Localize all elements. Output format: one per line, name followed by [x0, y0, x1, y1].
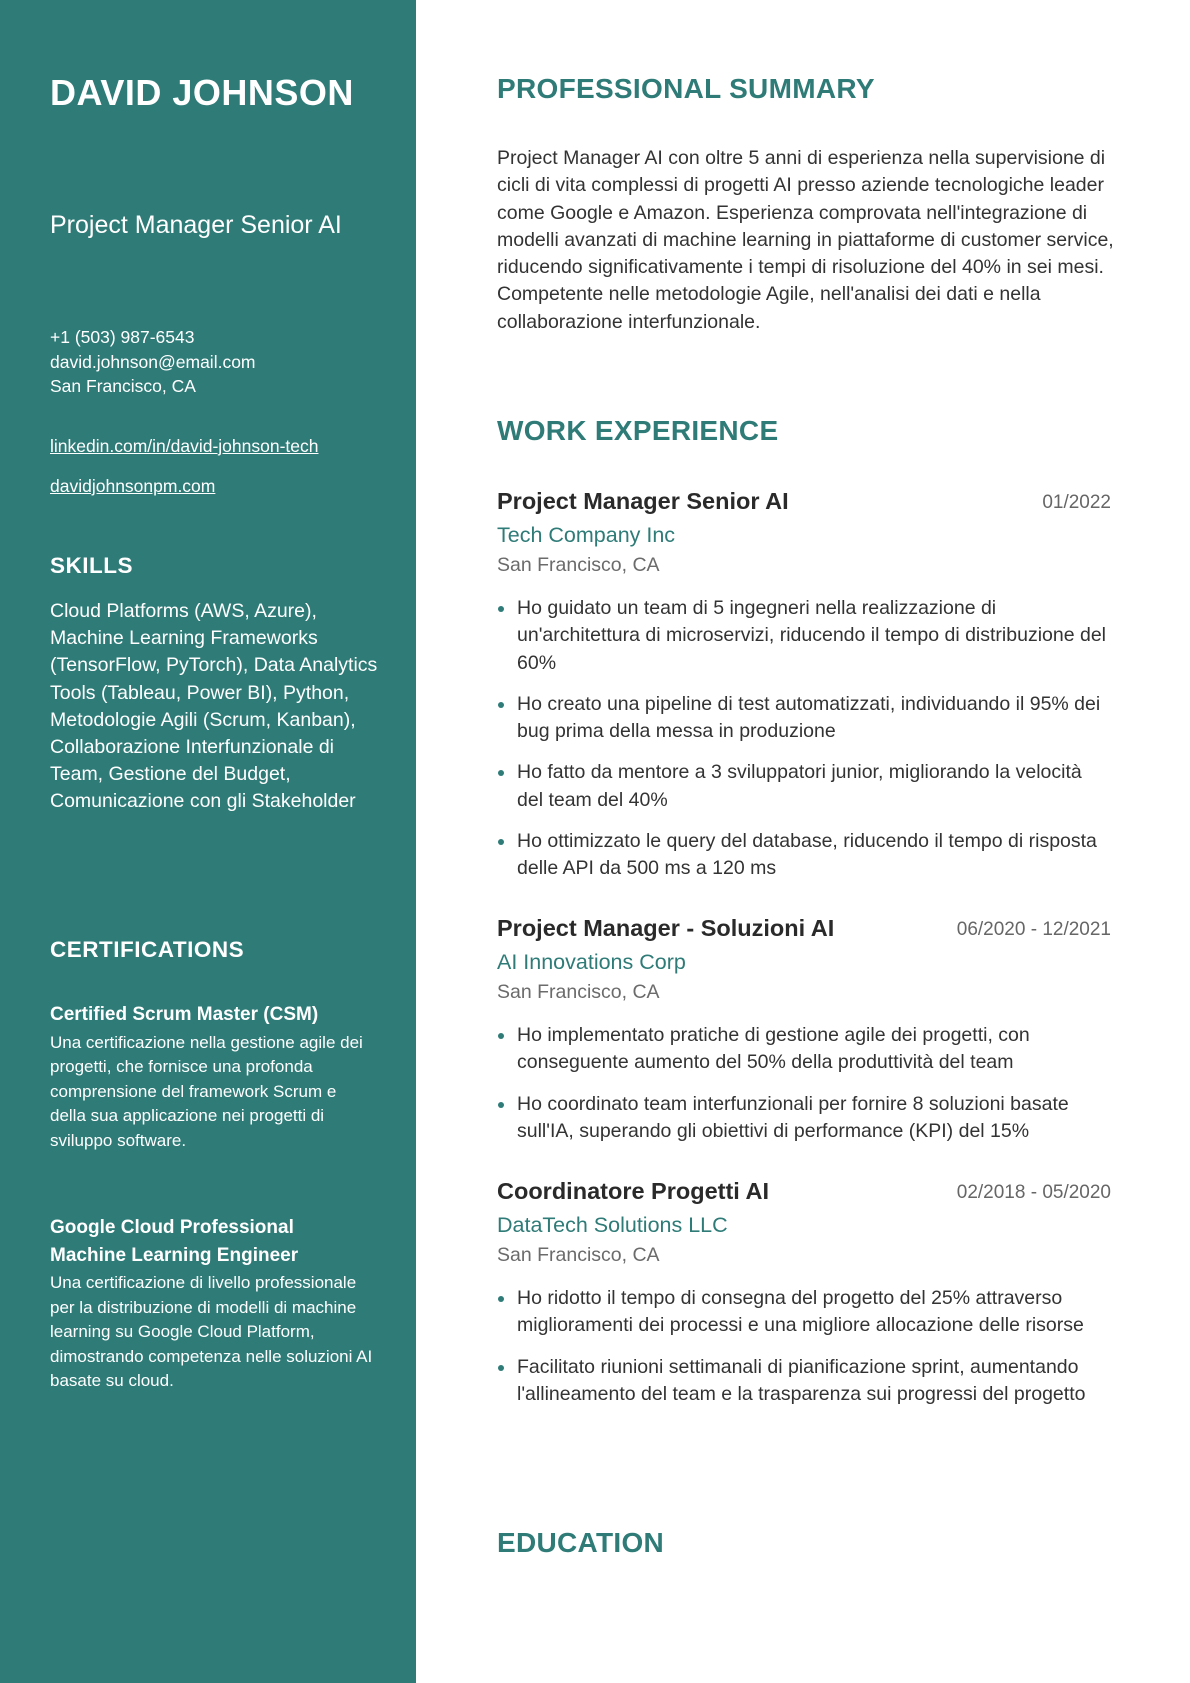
list-item	[497, 1285, 1111, 1340]
list-item	[497, 1354, 1111, 1409]
list-item	[497, 691, 1111, 746]
skills-list: Cloud Platforms (AWS, Azure), Machine Learning Frameworks (TensorFlow, PyTorch), Data Analytics Tools (Tableau, Power BI), Python, Metodologie Agili (Scrum, Kanban), Collaborazione Interfunzionale di Team, Gestione del Budget, Comunicazione con gli Stakeholder	[50, 600, 378, 813]
summary-text: Project Manager AI con oltre 5 anni di esperienza nella supervisione di cicli di vita complessi di progetti AI presso aziende tecnologiche leader come Google e Amazon. Esperienza comprovata nell'integrazione di modelli avanzati di machine learning in piattaforme di customer service, riducendo significativamente i tempi di risoluzione del 40% in sei mesi. Competente nelle metodologie Agile, nell'analisi dei dati e nella collaborazione interfunzionale.	[497, 147, 1114, 333]
bullet-text: Ho guidato un team di 5 ingegneri nella realizzazione di un'architettura di microservizi, riducendo il tempo di distribuzione del 60%	[517, 597, 1106, 674]
job-location: San Francisco, CA	[497, 1244, 660, 1266]
job-location: San Francisco, CA	[497, 554, 660, 576]
certification-description: Una certificazione nella gestione agile dei progetti, che fornisce una profonda comprensione del framework Scrum e della sua applicazione nei progetti di sviluppo software.	[50, 1032, 363, 1150]
experience-heading: WORK EXPERIENCE	[497, 415, 779, 446]
linkedin-link[interactable]: linkedin.com/in/david-johnson-tech	[50, 436, 319, 456]
certification-title: Google Cloud Professional Machine Learning Engineer	[50, 1217, 299, 1266]
list-item	[497, 1022, 1111, 1077]
certification-item	[50, 1214, 375, 1394]
job-entry	[497, 1178, 1111, 1422]
summary-heading: PROFESSIONAL SUMMARY	[497, 73, 875, 104]
candidate-name: DAVID JOHNSON	[50, 72, 354, 113]
location: San Francisco, CA	[50, 376, 196, 396]
list-item	[497, 828, 1111, 883]
bullet-icon	[498, 1365, 504, 1371]
job-dates: 01/2022	[1042, 492, 1111, 513]
certification-title: Certified Scrum Master (CSM)	[50, 1004, 319, 1025]
education-heading: EDUCATION	[497, 1527, 665, 1558]
job-dates: 06/2020 - 12/2021	[956, 919, 1111, 940]
bullet-icon	[498, 702, 504, 708]
list-item	[497, 595, 1111, 677]
job-title: Coordinatore Progetti AI	[497, 1178, 769, 1204]
job-bullets	[497, 595, 1111, 883]
email: david.johnson@email.com	[50, 351, 256, 372]
bullet-text: Ho implementato pratiche di gestione agile dei progetti, con conseguente aumento del 50% della produttività del team	[517, 1024, 1030, 1074]
bullet-text: Ho coordinato team interfunzionali per fornire 8 soluzioni basate sull'IA, superando gli obiettivi di performance (KPI) del 15%	[517, 1092, 1069, 1142]
skills-heading: SKILLS	[50, 553, 134, 578]
job-location: San Francisco, CA	[497, 981, 660, 1003]
bullet-icon	[498, 1033, 504, 1039]
certification-item	[50, 1001, 375, 1153]
list-item	[497, 1091, 1111, 1146]
company-name: DataTech Solutions LLC	[497, 1213, 728, 1237]
certification-description: Una certificazione di livello professionale per la distribuzione di modelli di machine learning su Google Cloud Platform, dimostrando competenza nelle soluzioni AI basate su cloud.	[50, 1273, 373, 1391]
bullet-icon	[498, 770, 504, 776]
bullet-icon	[498, 839, 504, 845]
main-content	[416, 0, 1190, 1683]
job-bullets	[497, 1285, 1111, 1408]
job-bullets	[497, 1022, 1111, 1145]
list-item	[497, 759, 1111, 814]
phone: +1 (503) 987-6543	[50, 327, 195, 347]
website-link[interactable]: davidjohnsonpm.com	[50, 476, 216, 496]
bullet-text: Ho ridotto il tempo di consegna del progetto del 25% attraverso miglioramenti dei processi e una migliore allocazione delle risorse	[517, 1287, 1084, 1337]
candidate-role: Project Manager Senior AI	[50, 211, 342, 239]
job-dates: 02/2018 - 05/2020	[956, 1182, 1111, 1203]
bullet-text: Ho ottimizzato le query del database, riducendo il tempo di risposta delle API da 500 ms a 120 ms	[517, 830, 1097, 880]
job-title: Project Manager Senior AI	[497, 488, 789, 514]
sidebar	[0, 0, 416, 1683]
job-entry	[497, 488, 1111, 897]
job-entry	[497, 915, 1111, 1159]
bullet-icon	[498, 1296, 504, 1302]
bullet-text: Ho creato una pipeline di test automatizzati, individuando il 95% dei bug prima della messa in produzione	[517, 692, 1101, 743]
bullet-icon	[498, 606, 504, 612]
bullet-text: Facilitato riunioni settimanali di pianificazione sprint, aumentando l'allineamento del team e la trasparenza sui progressi del progetto	[517, 1355, 1086, 1405]
bullet-icon	[498, 1102, 504, 1108]
company-name: AI Innovations Corp	[497, 950, 686, 974]
certifications-heading: CERTIFICATIONS	[50, 937, 245, 962]
contact-info	[50, 325, 256, 399]
company-name: Tech Company Inc	[497, 523, 676, 547]
bullet-text: Ho fatto da mentore a 3 sviluppatori junior, migliorando la velocità del team del 40%	[517, 761, 1082, 811]
job-title: Project Manager - Soluzioni AI	[497, 915, 835, 941]
